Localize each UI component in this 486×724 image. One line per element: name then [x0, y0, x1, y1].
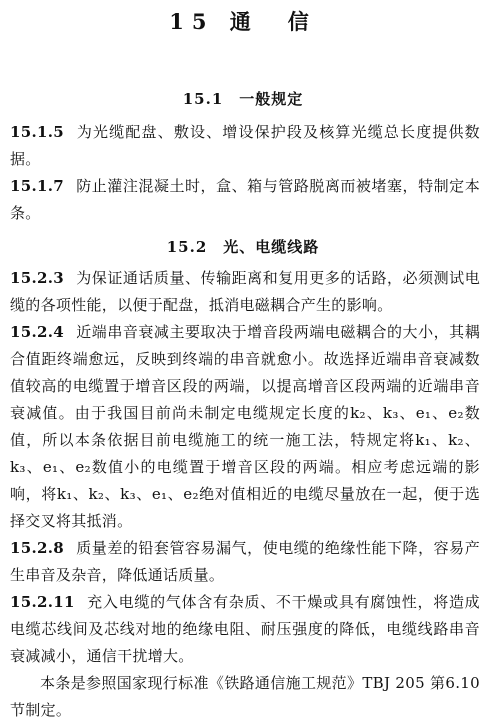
section-title-15-2: 15.2 光、电缆线路 — [166, 238, 320, 256]
clause-text: 近端串音衰减主要取决于增音段两端电磁耦合的大小，其耦合值距终端愈远，反映到终端的串音就愈小。故选择近端串音衰减数值较高的电缆置于增音区段的两端，以提高增音区段两端的近端串音衰减值。由于我国目前尚未制定电缆规定长度的k₂、k₃、e₁、e₂数值，所以本条依据目前电缆施工的统一施工法，特规定将k₁、k₂、k₃、e₁、e₂数值小的电缆置于增音区段的两端。相应考虑远端的影响，将k₁、k₂、k₃、e₁、e₂绝对值相近的电缆尽量放在一起，便于选择交叉将其抵消。 — [10, 323, 480, 530]
clause-15-2-11 — [10, 589, 480, 670]
clause-text: 质量差的铅套管容易漏气，使电缆的绝缘性能下降，容易产生串音及杂音，降低通话质量。 — [10, 539, 480, 584]
clause-number: 15.2.4 — [10, 323, 64, 341]
clause-15-2-8 — [10, 535, 480, 589]
clause-text: 充入电缆的气体含有杂质、不干燥或具有腐蚀性，将造成电缆芯线间及芯线对地的绝缘电阻、耐压强度的降低，电缆线路串音衰减减小，通信干扰增大。 — [10, 593, 480, 665]
clause-15-1-5 — [10, 119, 480, 173]
clause-text: 为保证通话质量、传输距离和复用更多的话路，必须测试电缆的各项性能，以便于配盘，抵消电磁耦合产生的影响。 — [10, 269, 480, 314]
clause-note: 本条是参照国家现行标准《铁路通信施工规范》TBJ 205 第6.10节制定。 — [10, 674, 480, 719]
chapter-title: 15 通 信 — [169, 9, 317, 34]
clause-number: 15.2.3 — [10, 269, 64, 287]
clause-15-1-7 — [10, 173, 480, 227]
clause-15-2-3 — [10, 265, 480, 319]
clause-number: 15.1.7 — [10, 177, 64, 195]
clause-number: 15.2.8 — [10, 539, 64, 557]
section-title-15-1: 15.1 一般规定 — [182, 90, 304, 108]
clause-15-2-4 — [10, 319, 480, 535]
clause-text: 为光缆配盘、敷设、增设保护段及核算光缆总长度提供数据。 — [10, 123, 480, 168]
clause-number: 15.2.11 — [10, 593, 75, 611]
clause-text: 防止灌注混凝土时，盒、箱与管路脱离而被堵塞，特制定本条。 — [10, 177, 480, 222]
clause-number: 15.1.5 — [10, 123, 64, 141]
